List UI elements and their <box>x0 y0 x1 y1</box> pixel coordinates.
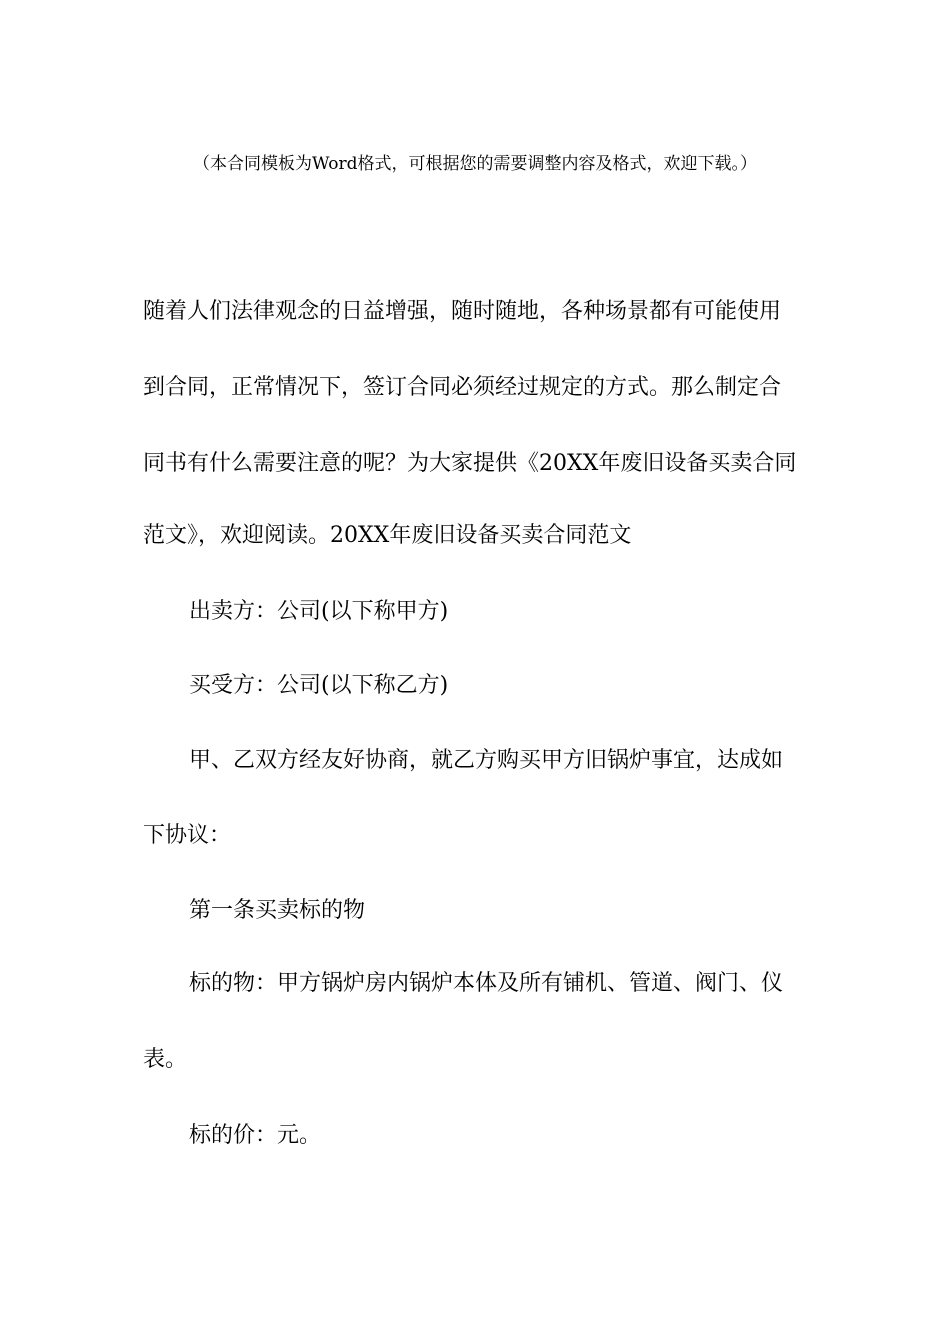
template-note: （本合同模板为Word格式，可根据您的需要调整内容及格式，欢迎下载。） <box>192 154 758 174</box>
article-1-title: 第一条买卖标的物 <box>189 898 366 923</box>
price-line: 标的价：元。 <box>189 1123 322 1148</box>
agreement-line-2: 下协议： <box>143 823 232 848</box>
buyer-line: 买受方：公司(以下称乙方) <box>189 673 449 698</box>
intro-line-1: 随着人们法律观念的日益增强，随时随地，各种场景都有可能使用 <box>143 299 782 324</box>
intro-line-3: 同书有什么需要注意的呢？为大家提供《20XX年废旧设备买卖合同 <box>143 451 797 476</box>
agreement-line-1: 甲、乙双方经友好协商，就乙方购买甲方旧锅炉事宜，达成如 <box>189 748 784 773</box>
intro-line-2: 到合同，正常情况下，签订合同必须经过规定的方式。那么制定合 <box>143 375 782 400</box>
subject-line-2: 表。 <box>143 1047 188 1072</box>
intro-line-4: 范文》，欢迎阅读。20XX年废旧设备买卖合同范文 <box>143 523 632 548</box>
subject-line-1: 标的物：甲方锅炉房内锅炉本体及所有铺机、管道、阀门、仪 <box>189 971 784 996</box>
seller-line: 出卖方：公司(以下称甲方) <box>189 599 449 624</box>
